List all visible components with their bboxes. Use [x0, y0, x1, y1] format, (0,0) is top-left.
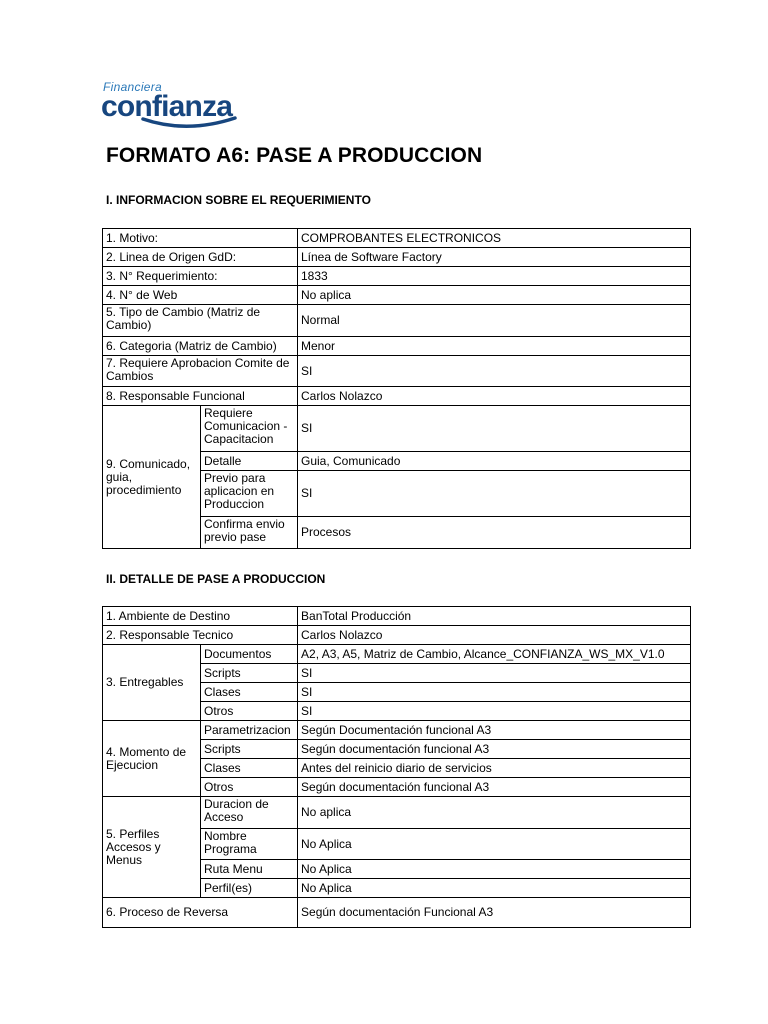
row-label: 7. Requiere Aprobacion Comite de Cambios [103, 356, 298, 387]
row-label: 2. Linea de Origen GdD: [103, 248, 298, 267]
row-label: 1. Motivo: [103, 229, 298, 248]
logo-swoosh-icon [139, 116, 239, 132]
sub-label: Nombre Programa [201, 829, 298, 860]
row-value: SI [298, 356, 691, 387]
table-row [103, 797, 691, 829]
sub-label: Documentos [201, 645, 298, 664]
table-row [103, 387, 691, 406]
table-row [103, 626, 691, 645]
row-value: No aplica [298, 797, 691, 829]
table-row [103, 356, 691, 387]
row-value: Según documentación funcional A3 [298, 740, 691, 759]
company-logo [101, 80, 241, 134]
table-row [103, 607, 691, 626]
page-title: FORMATO A6: PASE A PRODUCCION [106, 144, 483, 167]
section-heading-2: II. DETALLE DE PASE A PRODUCCION [106, 572, 326, 586]
row-value: Normal [298, 305, 691, 337]
table-row [103, 337, 691, 356]
row-value: SI [298, 471, 691, 517]
row-label: 3. N° Requerimiento: [103, 267, 298, 286]
row-label: 8. Responsable Funcional [103, 387, 298, 406]
row-value: COMPROBANTES ELECTRONICOS [298, 229, 691, 248]
row-value: A2, A3, A5, Matriz de Cambio, Alcance_CONFIANZA_WS_MX_V1.0 [298, 645, 691, 664]
row-label: 4. N° de Web [103, 286, 298, 305]
row-value: Según Documentación funcional A3 [298, 721, 691, 740]
table-row [103, 286, 691, 305]
section-heading-1: I. INFORMACION SOBRE EL REQUERIMIENTO [106, 193, 371, 207]
row-value: BanTotal Producción [298, 607, 691, 626]
table-row [103, 898, 691, 928]
row-value: No Aplica [298, 879, 691, 898]
row-value: No Aplica [298, 829, 691, 860]
sub-label: Clases [201, 683, 298, 702]
sub-label: Requiere Comunicacion - Capacitacion [201, 406, 298, 452]
row-label: 2. Responsable Tecnico [103, 626, 298, 645]
logo-big-text: confianza [101, 90, 233, 123]
row-value: Antes del reinicio diario de servicios [298, 759, 691, 778]
sub-label: Duracion de Acceso [201, 797, 298, 829]
sub-label: Otros [201, 778, 298, 797]
row-label: 1. Ambiente de Destino [103, 607, 298, 626]
table-row [103, 645, 691, 664]
sub-label: Clases [201, 759, 298, 778]
sub-label: Detalle [201, 452, 298, 471]
row-value: SI [298, 406, 691, 452]
table-row [103, 267, 691, 286]
table-row [103, 406, 691, 452]
row-value: No Aplica [298, 860, 691, 879]
row-value: Procesos [298, 517, 691, 549]
sub-label: Previo para aplicacion en Produccion [201, 471, 298, 517]
row-value: Línea de Software Factory [298, 248, 691, 267]
table-row [103, 721, 691, 740]
group-label: 4. Momento de Ejecucion [103, 721, 201, 797]
group-label: 3. Entregables [103, 645, 201, 721]
group-label: 9. Comunicado, guia, procedimiento [103, 406, 201, 549]
row-value: SI [298, 683, 691, 702]
row-value: 1833 [298, 267, 691, 286]
table-row [103, 248, 691, 267]
sub-label: Confirma envio previo pase [201, 517, 298, 549]
row-value: Según documentación Funcional A3 [298, 898, 691, 928]
sub-label: Parametrizacion [201, 721, 298, 740]
production-detail-table [102, 606, 691, 928]
row-value: No aplica [298, 286, 691, 305]
sub-label: Otros [201, 702, 298, 721]
table-row [103, 229, 691, 248]
row-value: SI [298, 664, 691, 683]
group-label: 5. Perfiles Accesos y Menus [103, 797, 201, 898]
row-value: Guia, Comunicado [298, 452, 691, 471]
sub-label: Scripts [201, 664, 298, 683]
row-value: Menor [298, 337, 691, 356]
row-value: Carlos Nolazco [298, 626, 691, 645]
sub-label: Perfil(es) [201, 879, 298, 898]
table-row [103, 305, 691, 337]
requirement-info-table [102, 228, 691, 549]
row-value: Carlos Nolazco [298, 387, 691, 406]
logo-small-text: Financiera [103, 80, 163, 94]
row-value: SI [298, 702, 691, 721]
sub-label: Ruta Menu [201, 860, 298, 879]
row-value: Según documentación funcional A3 [298, 778, 691, 797]
sub-label: Scripts [201, 740, 298, 759]
row-label: 6. Proceso de Reversa [103, 898, 298, 928]
row-label: 5. Tipo de Cambio (Matriz de Cambio) [103, 305, 298, 337]
row-label: 6. Categoria (Matriz de Cambio) [103, 337, 298, 356]
